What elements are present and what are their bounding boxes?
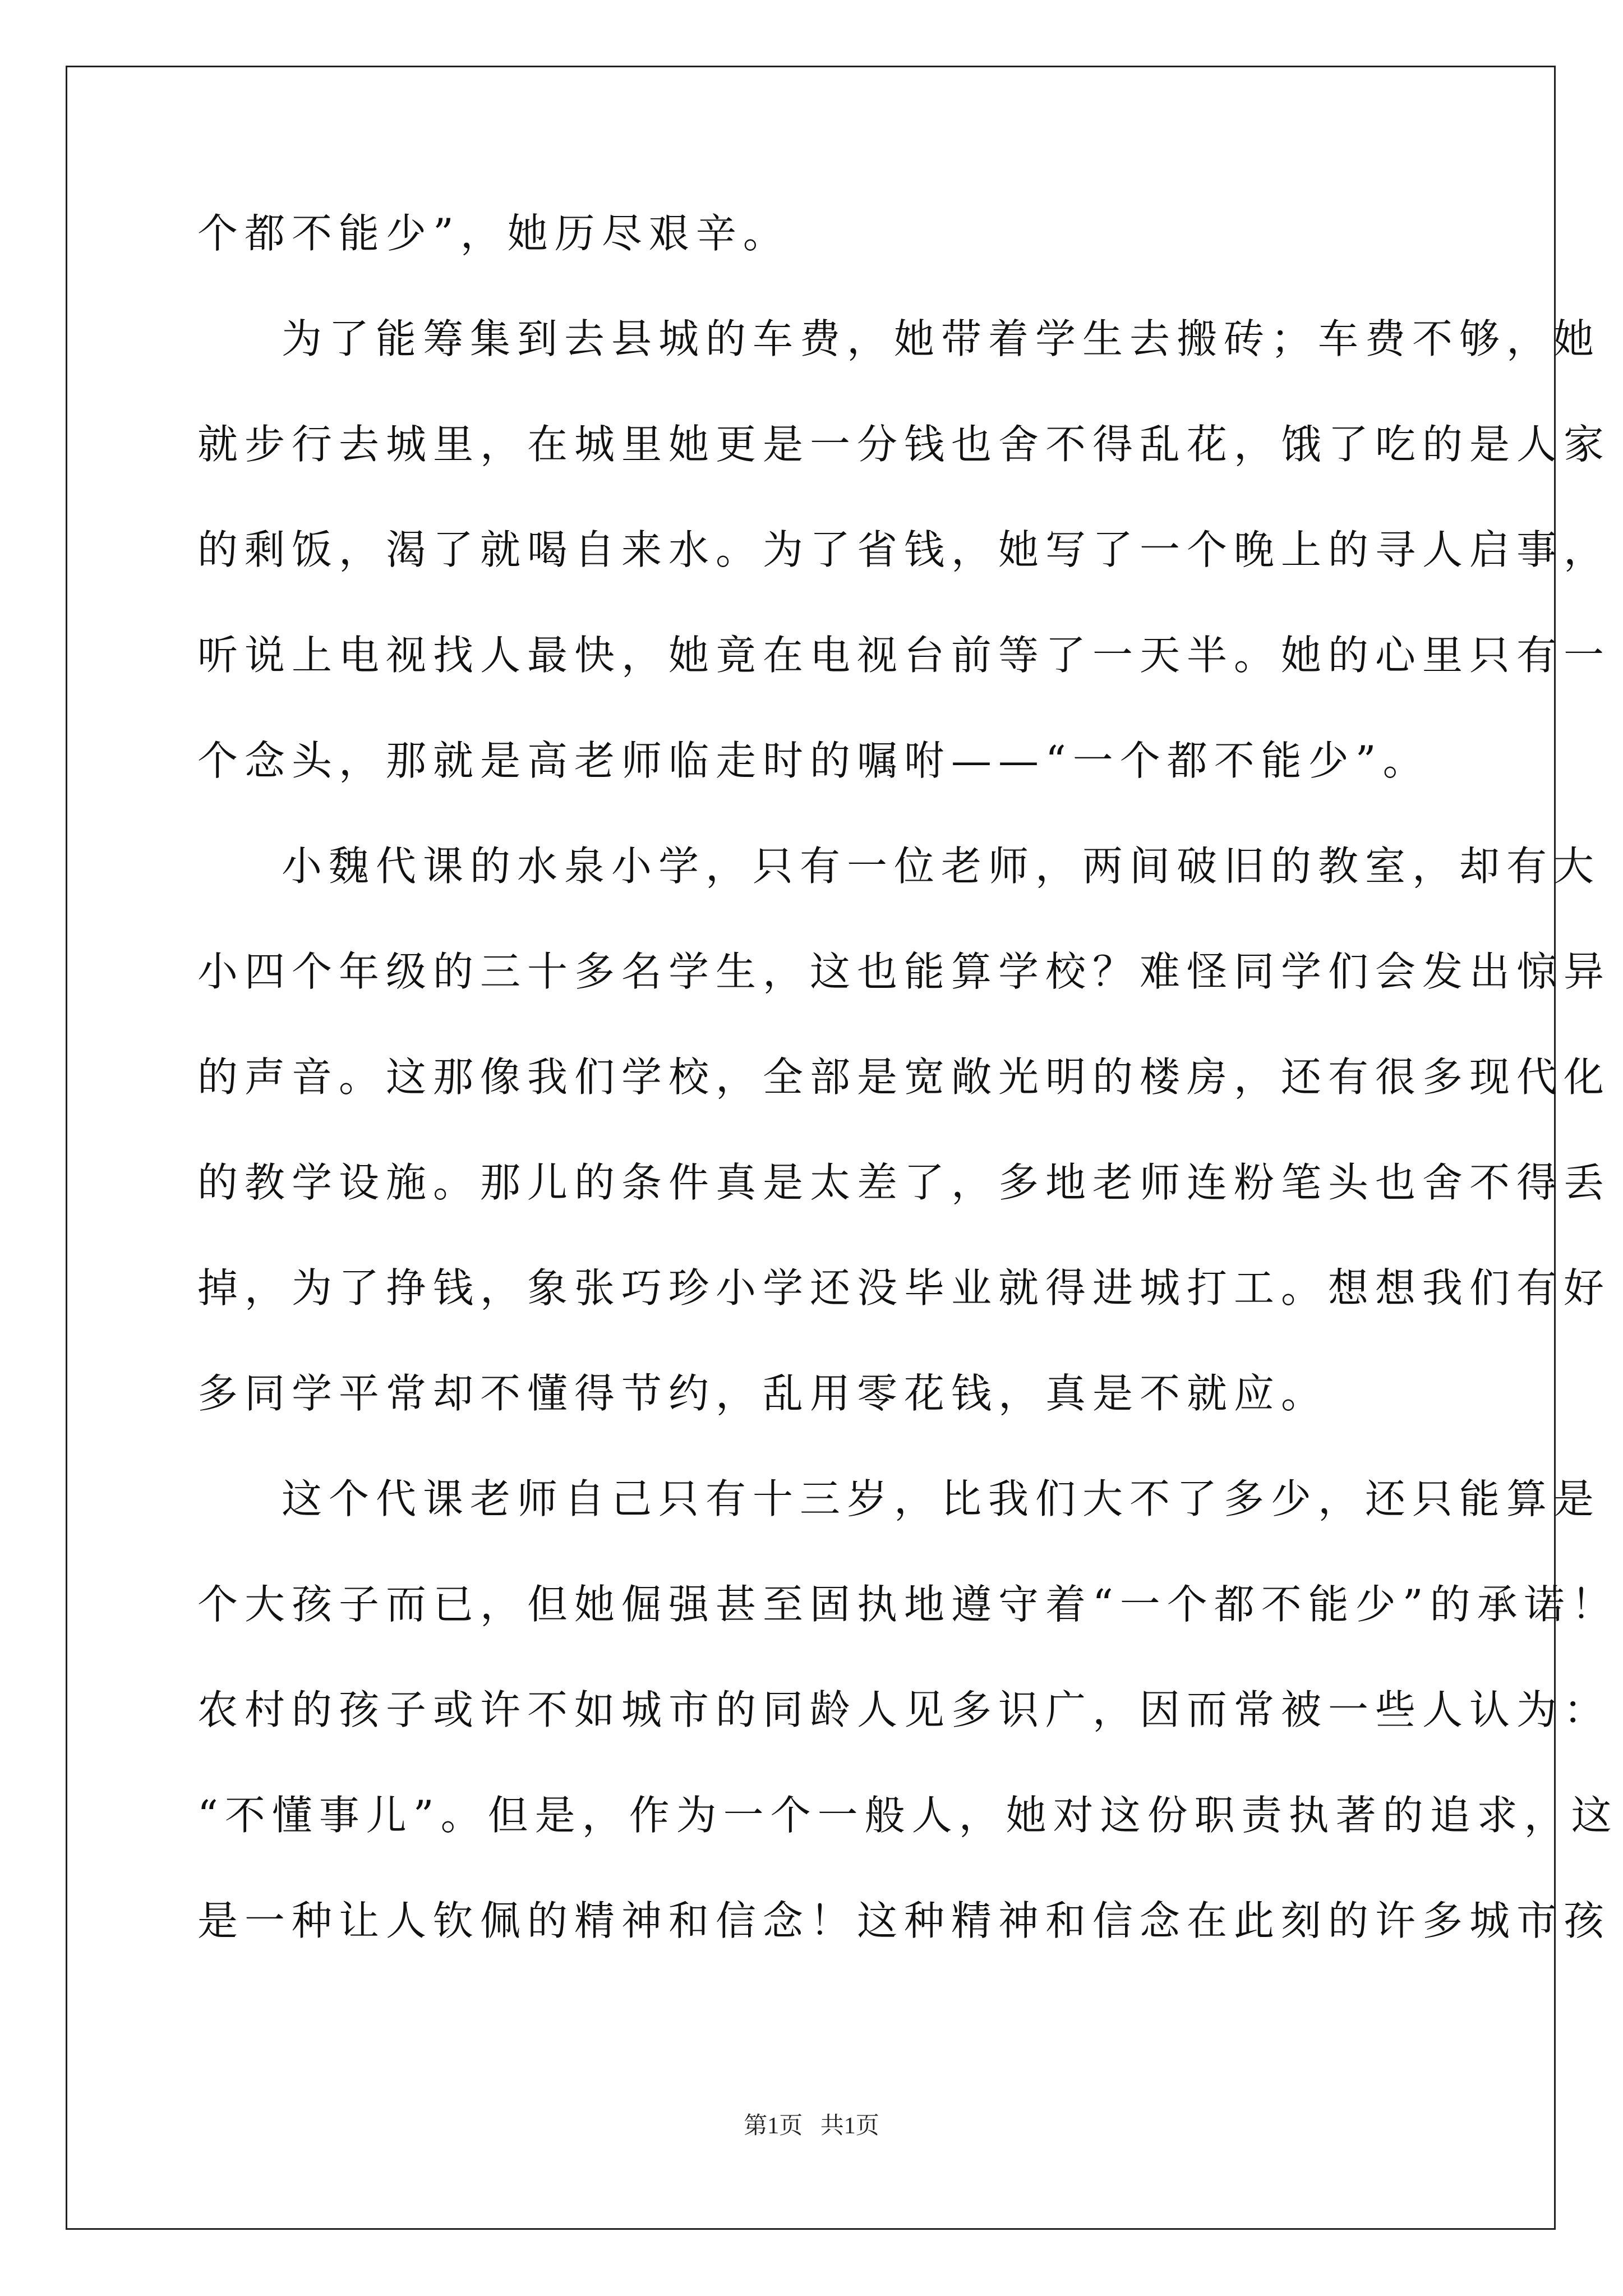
text-line: 农村的孩子或许不如城市的同龄人见多识广，因而常被一些人认为：	[197, 1686, 1611, 1733]
text-line: 个念头，那就是高老师临走时的嘱咐——“一个都不能少”。	[197, 737, 1430, 784]
text-line: 的声音。这那像我们学校，全部是宽敞光明的楼房，还有很多现代化	[197, 1053, 1611, 1101]
text-line: 是一种让人钦佩的精神和信念！这种精神和信念在此刻的许多城市孩	[197, 1897, 1611, 1944]
text-line: 掉，为了挣钱，象张巧珍小学还没毕业就得进城打工。想想我们有好	[197, 1264, 1611, 1312]
text-line: “不懂事儿”。但是，作为一个一般人，她对这份职责执著的追求，这	[197, 1792, 1619, 1839]
text-line: 个都不能少”，她历尽艰辛。	[197, 210, 790, 257]
paragraph-first-line: 小魏代课的水泉小学，只有一位老师，两间破旧的教室，却有大	[282, 843, 1601, 890]
text-line: 多同学平常却不懂得节约，乱用零花钱，真是不就应。	[197, 1370, 1329, 1417]
text-line: 就步行去城里，在城里她更是一分钱也舍不得乱花，饿了吃的是人家	[197, 421, 1611, 468]
text-line: 听说上电视找人最快，她竟在电视台前等了一天半。她的心里只有一	[197, 632, 1611, 679]
paragraph-first-line: 为了能筹集到去县城的车费，她带着学生去搬砖；车费不够，她	[282, 315, 1601, 362]
paragraph-first-line: 这个代课老师自己只有十三岁，比我们大不了多少，还只能算是	[282, 1475, 1601, 1522]
text-line: 的剩饭，渴了就喝自来水。为了省钱，她写了一个晚上的寻人启事，	[197, 526, 1611, 573]
page-number: 第1页 共1页	[744, 2113, 879, 2139]
text-line: 的教学设施。那儿的条件真是太差了，多地老师连粉笔头也舍不得丢	[197, 1159, 1611, 1206]
text-line: 小四个年级的三十多名学生，这也能算学校？难怪同学们会发出惊异	[197, 948, 1611, 995]
text-line: 个大孩子而已，但她倔强甚至固执地遵守着“一个都不能少”的承诺！	[197, 1581, 1619, 1628]
